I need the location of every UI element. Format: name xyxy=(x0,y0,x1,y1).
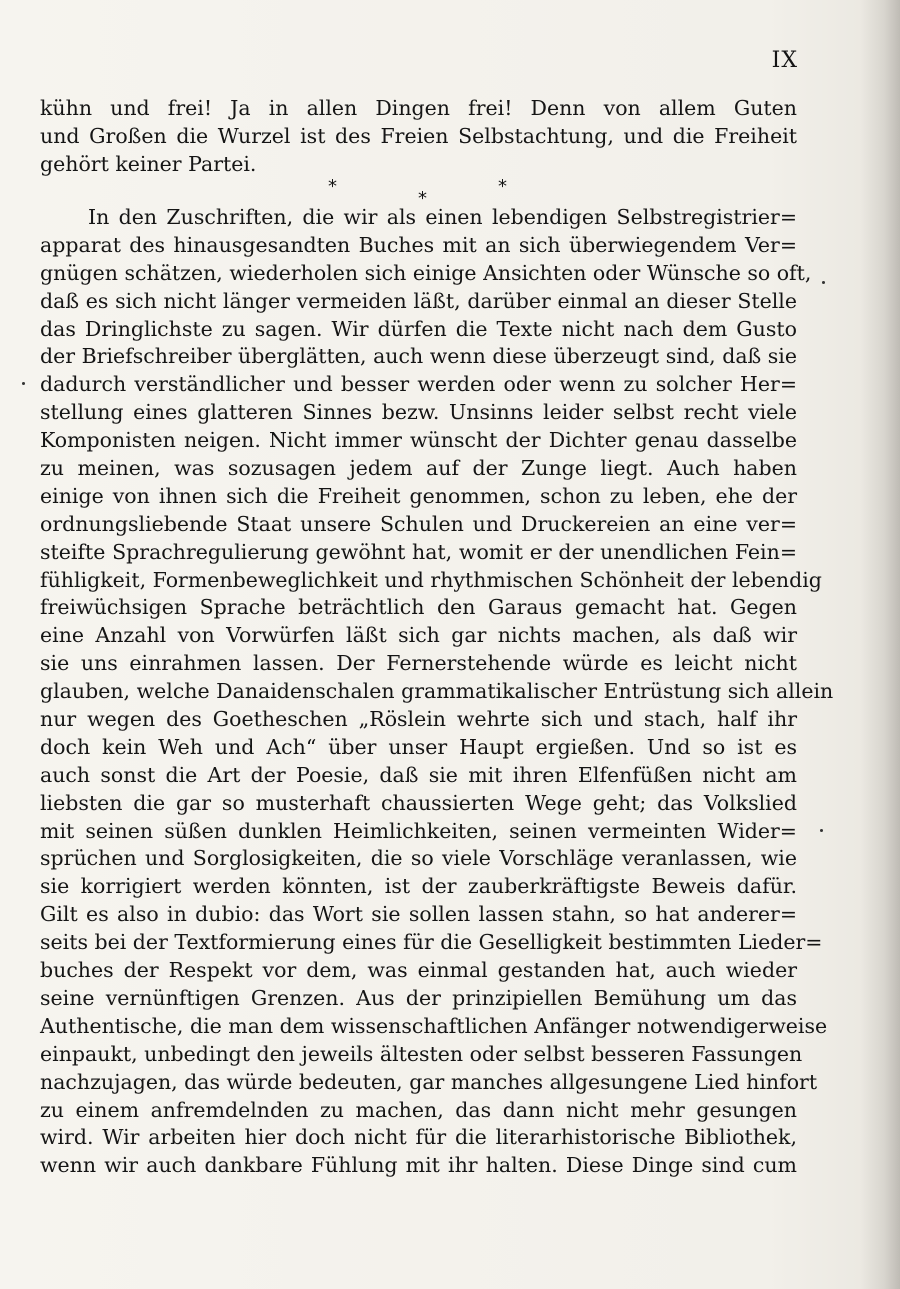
text-line: stellung eines glatteren Sinnes bezw. Unsinns leider selbst recht viele xyxy=(40,400,797,425)
text-line: liebsten die gar so musterhaft chaussierten Wege geht; das Volkslied xyxy=(40,790,797,815)
print-speck xyxy=(820,829,823,832)
main-paragraph xyxy=(40,204,834,1180)
text-line: glauben, welche Danaidenschalen grammatikalischer Entrüstung sich allein xyxy=(40,679,834,704)
text-line: nachzujagen, das würde bedeuten, gar manches allgesungene Lied hinfort xyxy=(40,1069,818,1094)
text-line: einige von ihnen sich die Freiheit genommen, schon zu leben, ehe der xyxy=(40,483,797,508)
text-line: apparat des hinausgesandten Buches mit an sich überwiegendem Ver= xyxy=(40,232,797,257)
text-line: doch kein Weh und Ach“ über unser Haupt ergießen. Und so ist es xyxy=(40,734,797,759)
text-line: ordnungsliebende Staat unsere Schulen und Druckereien an eine ver= xyxy=(40,511,797,536)
text-line: fühligkeit, Formenbeweglichkeit und rhythmischen Schönheit der lebendig xyxy=(40,567,822,592)
print-speck xyxy=(22,382,25,385)
text-line: Komponisten neigen. Nicht immer wünscht der Dichter genau dasselbe xyxy=(40,428,797,453)
text-line: gnügen schätzen, wiederholen sich einige Ansichten oder Wünsche so oft, xyxy=(40,260,812,285)
page-edge-shadow xyxy=(860,0,900,1289)
text-line: der Briefschreiber überglätten, auch wenn diese überzeugt sind, daß sie xyxy=(40,344,797,369)
text-line: In den Zuschriften, die wir als einen lebendigen Selbstregistrier= xyxy=(88,205,797,229)
text-line: sprüchen und Sorglosigkeiten, die so viele Vorschläge veranlassen, wie xyxy=(40,846,797,871)
text-line: wenn wir auch dankbare Fühlung mit ihr halten. Diese Dinge sind cum xyxy=(40,1153,797,1178)
text-line: sie korrigiert werden könnten, ist der zauberkräftigste Beweis dafür. xyxy=(40,874,797,899)
section-separator xyxy=(318,174,538,209)
asterisk: * xyxy=(418,188,427,209)
text-line: freiwüchsigen Sprache beträchtlich den Garaus gemacht hat. Gegen xyxy=(40,595,797,620)
text-line: nur wegen des Goetheschen „Röslein wehrte sich und stach, half ihr xyxy=(40,707,797,732)
text-line: mit seinen süßen dunklen Heimlichkeiten, seinen vermeinten Wider= xyxy=(40,818,797,843)
asterisk: * xyxy=(328,176,337,197)
text-line: gehört keiner Partei. xyxy=(40,151,257,176)
text-line: daß es sich nicht länger vermeiden läßt, darüber einmal an dieser Stelle xyxy=(40,288,797,313)
intro-paragraph xyxy=(40,95,797,179)
text-line: Authentische, die man dem wissenschaftlichen Anfänger notwendigerweise xyxy=(40,1013,828,1038)
text-line: eine Anzahl von Vorwürfen läßt sich gar nichts machen, als daß wir xyxy=(40,623,797,648)
text-line: das Dringlichste zu sagen. Wir dürfen die Texte nicht nach dem Gusto xyxy=(40,316,797,341)
text-line: Gilt es also in dubio: das Wort sie sollen lassen stahn, so hat anderer= xyxy=(40,902,797,927)
print-speck xyxy=(822,281,825,284)
text-line: seine vernünftigen Grenzen. Aus der prinzipiellen Bemühung um das xyxy=(40,985,797,1010)
text-line: seits bei der Textformierung eines für die Geselligkeit bestimmten Lieder= xyxy=(40,930,823,955)
text-line: sie uns einrahmen lassen. Der Fernerstehende würde es leicht nicht xyxy=(40,651,797,676)
asterisk: * xyxy=(498,176,507,197)
text-line: buches der Respekt vor dem, was einmal gestanden hat, auch wieder xyxy=(40,958,797,983)
text-line: zu meinen, was sozusagen jedem auf der Zunge liegt. Auch haben xyxy=(40,456,797,481)
page-number: IX xyxy=(771,48,798,73)
text-line: kühn und frei! Ja in allen Dingen frei! Denn von allem Guten xyxy=(40,96,797,120)
text-line: auch sonst die Art der Poesie, daß sie mit ihren Elfenfüßen nicht am xyxy=(40,762,797,787)
text-line: dadurch verständlicher und besser werden oder wenn zu solcher Her= xyxy=(40,372,797,397)
text-line: wird. Wir arbeiten hier doch nicht für die literarhistorische Bibliothek, xyxy=(40,1125,797,1150)
text-line: steifte Sprachregulierung gewöhnt hat, womit er der unendlichen Fein= xyxy=(40,539,797,564)
text-line: einpaukt, unbedingt den jeweils ältesten oder selbst besseren Fassungen xyxy=(40,1041,803,1066)
text-line: und Großen die Wurzel ist des Freien Selbstachtung, und die Freiheit xyxy=(40,123,797,148)
text-line: zu einem anfremdelnden zu machen, das dann nicht mehr gesungen xyxy=(40,1097,797,1122)
